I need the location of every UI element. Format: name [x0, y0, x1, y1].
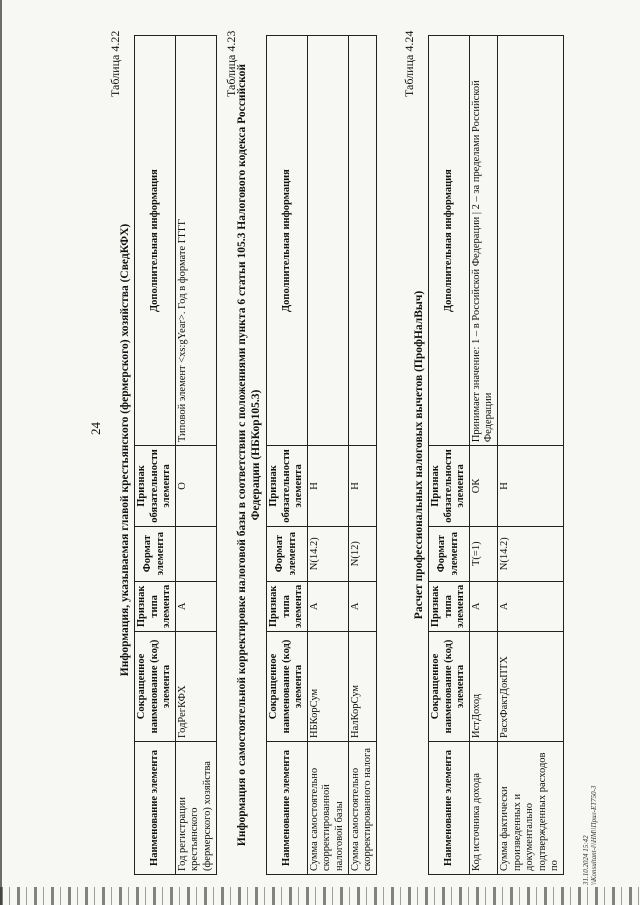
header-cell: Сокращенное наименование (код) элемента: [267, 632, 308, 742]
header-cell: Признак типа элемента: [135, 581, 176, 631]
header-cell: Формат элемента: [135, 526, 176, 581]
cell-type: А: [497, 581, 563, 631]
cell-format: [175, 526, 216, 581]
cell-required: ОК: [469, 446, 497, 527]
header-cell: Признак типа элемента: [267, 581, 308, 631]
cell-name: Сумма фактически произведенных и документально подтвержденных расходов по: [497, 742, 563, 875]
header-cell: Признак типа элемента: [429, 581, 470, 631]
stamp-path: \\Konsultant-i\\НМ\\Прил-ЕТ750-3: [590, 785, 599, 885]
table-22: [134, 35, 217, 875]
table-22-label: Таблица 4.22: [108, 30, 122, 97]
header-cell: Наименование элемента: [135, 742, 176, 875]
cell-info: [307, 36, 348, 446]
table-row: [175, 36, 216, 875]
header-cell: Признак обязательности элемента: [135, 446, 176, 527]
header-cell: Дополнительная информация: [267, 36, 308, 446]
cell-required: О: [175, 446, 216, 527]
header-cell: Дополнительная информация: [135, 36, 176, 446]
header-cell: Наименование элемента: [429, 742, 470, 875]
stamp-date: 31.10.2024 15:42: [582, 835, 590, 885]
cell-name: Сумма самостоятельно скорректированной налоговой базы: [307, 742, 348, 875]
cell-format: T(=1): [469, 526, 497, 581]
cell-code: НБКорСум: [307, 632, 348, 742]
cell-code: ИстДоход: [469, 632, 497, 742]
header-cell: Наименование элемента: [267, 742, 308, 875]
table-22-header: [135, 36, 176, 875]
cell-type: А: [469, 581, 497, 631]
table-23: [266, 35, 377, 875]
cell-info: Принимает значение: 1 – в Российской Федерации | 2 – за пределами Российской Федерации: [469, 36, 497, 446]
cell-info: Типовой элемент <xs:gYear>. Год в формате ГГГГ: [175, 36, 216, 446]
cell-info: [497, 36, 563, 446]
cell-required: Н: [348, 446, 376, 527]
cell-code: ГодРегКФХ: [175, 632, 216, 742]
page-number: 24: [88, 422, 103, 435]
table-row: [307, 36, 348, 875]
table-row: [497, 36, 563, 875]
header-cell: Формат элемента: [429, 526, 470, 581]
table-23-header: [267, 36, 308, 875]
header-cell: Сокращенное наименование (код) элемента: [135, 632, 176, 742]
cell-info: [348, 36, 376, 446]
cell-type: А: [307, 581, 348, 631]
cell-required: Н: [497, 446, 563, 527]
table-23-label: Таблица 4.23: [224, 30, 238, 97]
header-cell: Сокращенное наименование (код) элемента: [429, 632, 470, 742]
cell-format: N(12): [348, 526, 376, 581]
cell-required: Н: [307, 446, 348, 527]
cell-name: Год регистрации крестьянского (фермерского) хозяйства: [175, 742, 216, 875]
cell-code: НалКорСум: [348, 632, 376, 742]
table-24: [428, 35, 564, 875]
cell-format: N(14.2): [307, 526, 348, 581]
header-cell: Формат элемента: [267, 526, 308, 581]
header-cell: Признак обязательности элемента: [429, 446, 470, 527]
header-cell: Признак обязательности элемента: [267, 446, 308, 527]
scan-noise-strip: [0, 887, 640, 905]
header-cell: Дополнительная информация: [429, 36, 470, 446]
cell-code: РасхФактДокПТХ: [497, 632, 563, 742]
cell-type: А: [175, 581, 216, 631]
cell-type: А: [348, 581, 376, 631]
cell-format: N(14.2): [497, 526, 563, 581]
cell-name: Сумма самостоятельно скорректированного налога: [348, 742, 376, 875]
table-row: [348, 36, 376, 875]
table-23-title: Информация о самостоятельной корректировке налоговой базы в соответствии с положениями пункта 6 статьи 105.3 Налогового кодекса Российской Федерации (НБКор105.3): [236, 63, 263, 847]
cell-name: Код источника дохода: [469, 742, 497, 875]
table-row: [469, 36, 497, 875]
table-24-label: Таблица 4.24: [402, 30, 416, 97]
table-24-title: Расчет профессиональных налоговых вычетов (ПрофНалВыч): [413, 290, 425, 620]
table-22-title: Информация, указываемая главой крестьянского (фермерского) хозяйства (СведКФХ): [119, 223, 131, 677]
file-stamp: [582, 786, 599, 886]
table-24-header: [429, 36, 470, 875]
